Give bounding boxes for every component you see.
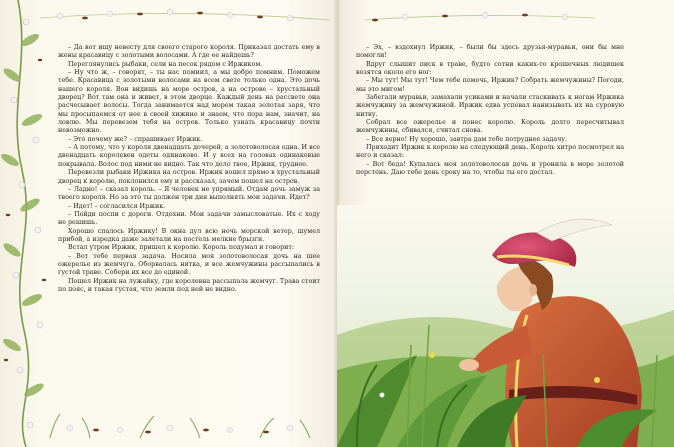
paragraph: – А потому, что у короля двенадцать дочерей, а золотоволосая одна. И все двенадцать королевен одеты одинаково. И у всех на головах одинаковые покрывала. Волос под ними не видно. Так что дело твое, Иржик, трудное. [58,144,320,168]
paragraph: – Пойди поспи с дороги. Отдохни. Мои задачи замысловатые. Их с ходу не решишь. [58,210,320,227]
paragraph: Приходит Иржик к королю на следующий день. Король хитро посмотрел на него и сказал: [356,144,624,160]
paragraph: – Вот тебе первая задача. Носила моя золотоволосая дочь на шее ожерелье из жемчуга. Оборвалась нитка, и все жемчужины рассыпались в густой траве. Собери их все до единой. [58,252,320,277]
paragraph: – Ладно! – сказал король. – Я человек не упрямый. Отдам дочь замуж за твоего короля. Но за это ты должен три дня выполнять мои задачи. Идет? [58,185,320,202]
paragraph: – Все верно! Ну хорошо, завтра дам тебе потруднее задачу. [366,135,568,143]
paragraph: Вдруг слышит писк в траве, будто сотни каких-то крошечных людишек возятся около его ног: [356,60,624,77]
paragraph: Переглянулись рыбаки, сели на песок рядом с Иржиком. [68,60,263,68]
paragraph: – Да вот ищу невесту для своего старого короля. Приказал достать ему в жены красавицу с золотыми волосами. А где ее найдешь? [58,44,320,60]
paragraph: – Вот беда! Купалась моя золотоволосая дочь и уронила в море золотой перстень. Даю тебе день сроку на то, чтобы ты его достал. [356,160,624,177]
paragraph: Забегали муравьи, замахали усиками и начали стаскивать к ногам Иржика жемчужину за жемчужиной. Иржик едва успевал нанизывать их на суровую нитку. [356,94,624,118]
vine-border-decoration [0,0,60,447]
ants-pearls-top-left [40,6,330,28]
paragraph: Хорошо спалось Иржику! В окна дул всю ночь морской ветер, шумел прибой, а изредка даже залетали на постель мелкие брызги. [58,227,320,243]
paragraph: Собрал все ожерелье и понес королю. Король долго пересчитывал жемчужины, сбивался, считал снова. [356,119,624,135]
paragraph: – Идет! – согласился Иржик. [68,202,166,210]
ants-grass-bottom [30,408,330,438]
paragraph: – Эх, – вздохнул Иржик, – были бы здесь друзья-муравьи, они бы мне помогли! [356,44,624,60]
paragraph: – Ну что ж, – говорят, – ты нас помиил, а мы добро помним. Поможем тебе. Красавица с золотыми волосами на всем свете только одна. Это дочь нашего короля. Вон видишь на море остров, а на острове – хрустальный дворец? Вот там она и живет, в этом дворце. Каждый день на рассвете она расчесывает волосы. Тогда занимается над морем такая золотая заря, что мы просыпаемся от нее в своей хижине и знаем, что пора нам, значит, на ловлю. Мы перевезем тебя на остров. Только узнать красавицу почти невозможно. [58,69,320,135]
paragraph: – Это почему же? – спрашивает Иржик. [68,135,203,143]
right-page-text [356,44,624,178]
left-page-text [58,44,320,294]
ants-pearls-top-right [365,8,595,28]
paragraph: Пошел Иржик на лужайку, где королевна рассыпала жемчуг. Трава стоит по пояс, и такая густая, что земли под ней не видно. [58,277,320,293]
illustration-boy-in-grass [337,205,674,447]
paragraph: Перевезли рыбаки Иржика на остров. Иржик вошел прямо в хрустальный дворец к королю, поклонился ему и рассказал, зачем пошел на остров. [58,169,320,185]
paragraph: Встал утром Иржик, пришел к королю. Король подумал и говорит: [68,244,294,252]
paragraph: – Мы тут! Мы тут! Чем тебе помочь, Иржик? Собрать жемчужины? Погоди, мы это мигом! [356,77,624,93]
